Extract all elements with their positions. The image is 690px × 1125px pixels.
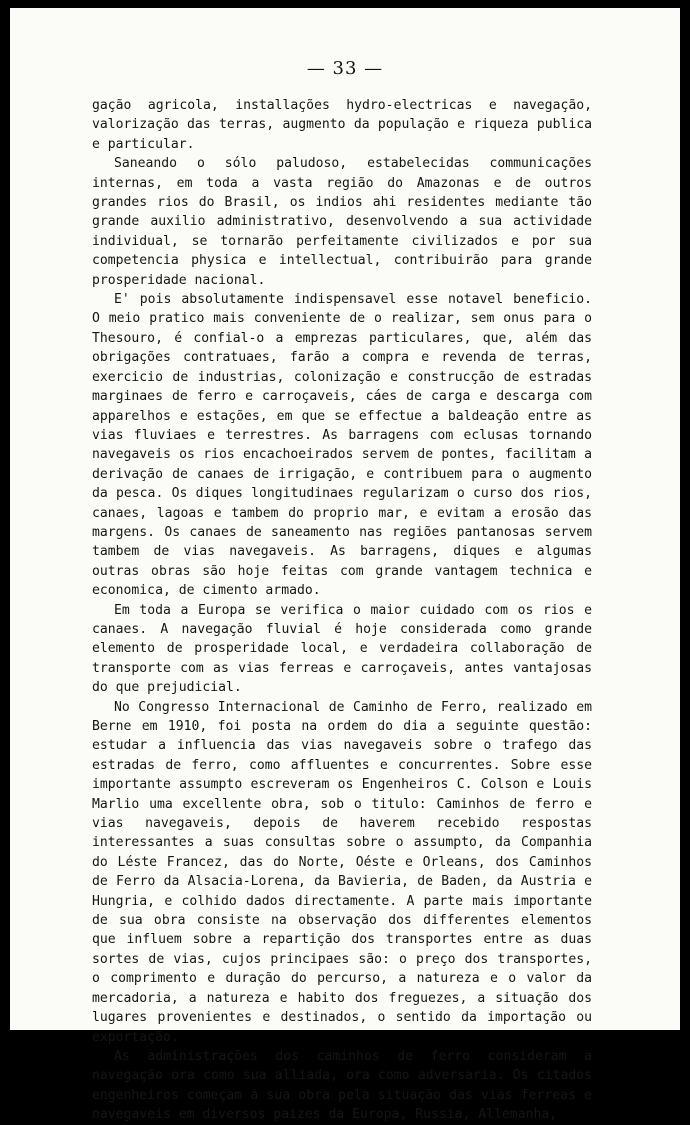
paragraph: Em toda a Europa se verifica o maior cuidado com os rios e canaes. A navegação fluvial é hoje considerada como grande elemento de prosperidade local, e verdadeira collaboração de transporte com as vias ferreas e carroçaveis, antes vantajosas do que prejudicial.: [92, 602, 592, 696]
page-number: — 33 —: [306, 58, 384, 79]
paragraph: No Congresso Internacional de Caminho de Ferro, realizado em Berne em 1910, foi posta na ordem do dia a seguinte questão: estudar a influencia das vias navegaveis sobre o trafego das estradas de ferro, como affluentes e concurrentes. Sobre esse importante assumpto escreveram os Engenheiros C. Colson e Louis Marlio uma excellente obra, sob o titulo: Caminhos de ferro e vias navegaveis, depois de haverem recebido respostas interessantes a suas consultas sobre o assumpto, da Companhia do Léste Francez, das do Norte, Oéste e Orleans, dos Caminhos de Ferro da Alsacia-Lorena, da Bavieria, de Baden, da Austria e Hungria, e colhido dados directamente. A parte mais importante de sua obra consiste na observação dos differentes elementos que influem sobre a repartição dos transportes entre as duas sortes de vias, cujos principaes são: o preço dos transportes, o comprimento e duração do percurso, a natureza e o valor da mercadoria, a natureza e habito dos freguezes, a situação dos lugares provenientes e destinados, o sentido da importação ou exportação.: [92, 699, 592, 1045]
paragraph: E' pois absolutamente indispensavel esse notavel beneficio. O meio pratico mais conveniente de o realizar, sem onus para o Thesouro, é confial-o a emprezas particulares, que, além das obrigações contratuaes, farão a compra e revenda de terras, exercicio de industrias, colonização e construcção de estradas marginaes de ferro e carroçaveis, cáes de carga e descarga com apparelhos e estações, em que se effectue a baldeação entre as vias fluviaes e terrestres. As barragens com eclusas tornando navegaveis os rios encachoeirados servem de pontes, facilitam a derivação de canaes de irrigação, e contribuem para o augmento da pesca. Os diques longitudinaes regularizam o curso dos rios, canaes, lagoas e tambem do proprio mar, e evitam a erosão das margens. Os canaes de saneamento nas regiões pantanosas servem tambem de vias navegaveis. As barragens, diques e algumas outras obras são hoje feitas com grande vantagem technica e economica, de cimento armado.: [92, 292, 592, 599]
paragraph: gação agricola, installações hydro-electricas e navegação, valorização das terras, augmento da população e riqueza publica e particular.: [92, 98, 592, 152]
body-text: [92, 96, 592, 1125]
paragraph: As administrações dos caminhos de ferro consideram a navegação ora como sua alliada, ora como adversaria. Os citados engenheiros começam a sua obra pela situação das vias ferreas e navegaveis em diversos paizes da Europa, Russia, Allemanha,: [92, 1048, 592, 1123]
book-page: [10, 8, 680, 1123]
paragraph: Saneando o sólo paludoso, estabelecidas communicações internas, em toda a vasta região do Amazonas e de outros grandes rios do Brasil, os indios ahi residentes mediante tão grande auxilio administrativo, desenvolvendo a sua actividade individual, se tornarão perfeitamente civilizados e por sua competencia physica e intellectual, contribuirão para grande prosperidade nacional.: [92, 156, 592, 288]
